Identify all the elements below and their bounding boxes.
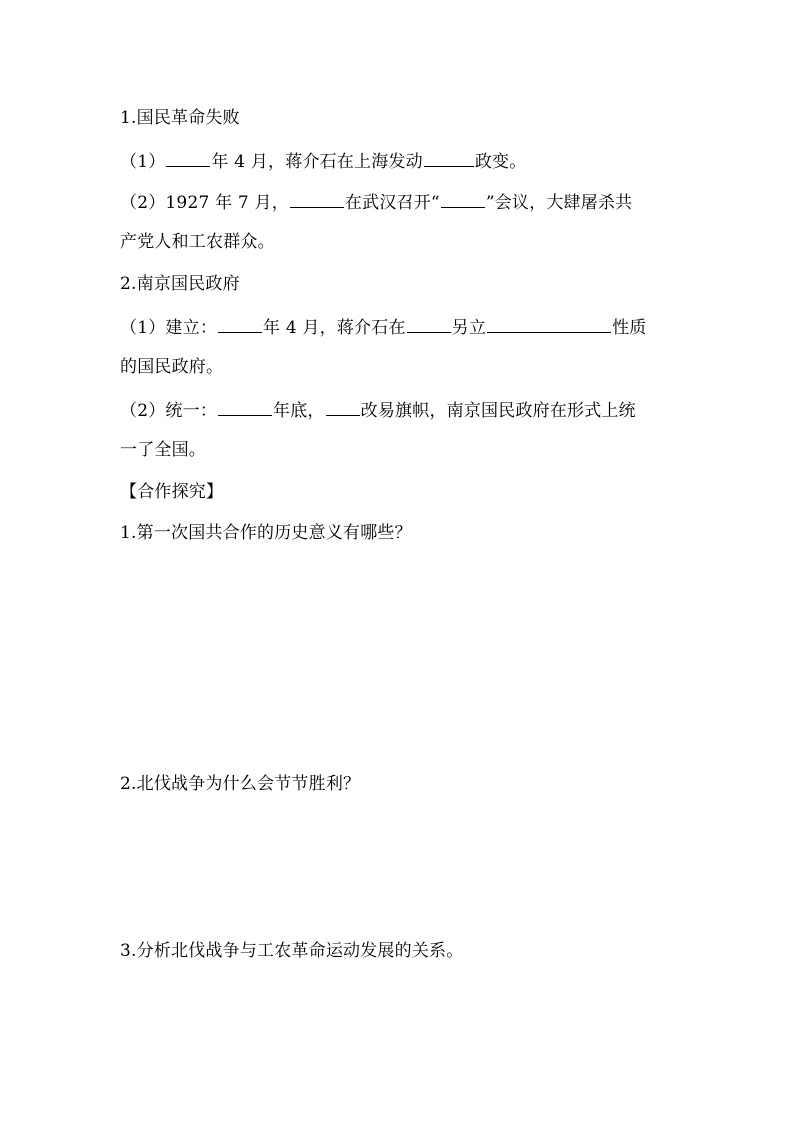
item-prefix: （1）建立： [120, 318, 218, 338]
blank-nature[interactable] [487, 315, 611, 333]
blank-coup-name[interactable] [424, 149, 474, 167]
item-text: ”会议，大肆屠杀共 [485, 193, 633, 213]
fill-in-item-1-2 [120, 190, 632, 214]
blank-person[interactable] [290, 190, 344, 208]
item-prefix: （2）统一： [120, 401, 218, 421]
question-2: 2.北伐战争为什么会节节胜利？ [120, 774, 361, 794]
item-text: 年底， [273, 401, 325, 421]
fill-in-item-2-2 [120, 398, 636, 422]
item-prefix: （1） [120, 152, 166, 172]
item-text: 政变。 [474, 152, 527, 172]
fill-in-item-2-1 [120, 315, 646, 339]
question-1: 1.第一次国共合作的历史意义有哪些？ [120, 523, 412, 543]
fill-in-item-2-1-continued: 的国民政府。 [120, 357, 224, 377]
section-title-nanjing-government: 2.南京国民政府 [120, 274, 240, 294]
blank-person[interactable] [326, 398, 360, 416]
item-text: 在武汉召开“ [344, 193, 440, 213]
blank-year[interactable] [218, 398, 272, 416]
blank-year[interactable] [166, 149, 210, 167]
item-text: 另立 [451, 318, 487, 338]
item-prefix: （2）1927 年 7 月， [120, 193, 289, 213]
item-text: 改易旗帜，南京国民政府在形式上统 [360, 401, 636, 421]
fill-in-item-1-1 [120, 149, 526, 173]
fill-in-item-2-2-continued: 一了全国。 [120, 440, 206, 460]
blank-meeting-name[interactable] [441, 190, 485, 208]
blank-place[interactable] [407, 315, 451, 333]
item-text: 年 4 月，蒋介石在上海发动 [211, 152, 423, 172]
question-3: 3.分析北伐战争与工农革命运动发展的关系。 [120, 941, 464, 961]
fill-in-item-1-2-continued: 产党人和工农群众。 [120, 232, 275, 252]
blank-year[interactable] [218, 315, 262, 333]
item-text: 年 4 月，蒋介石在 [263, 318, 406, 338]
item-text: 性质 [612, 318, 647, 338]
cooperation-header: 【合作探究】 [120, 482, 224, 502]
section-title-revolution-failure: 1.国民革命失败 [120, 108, 240, 128]
